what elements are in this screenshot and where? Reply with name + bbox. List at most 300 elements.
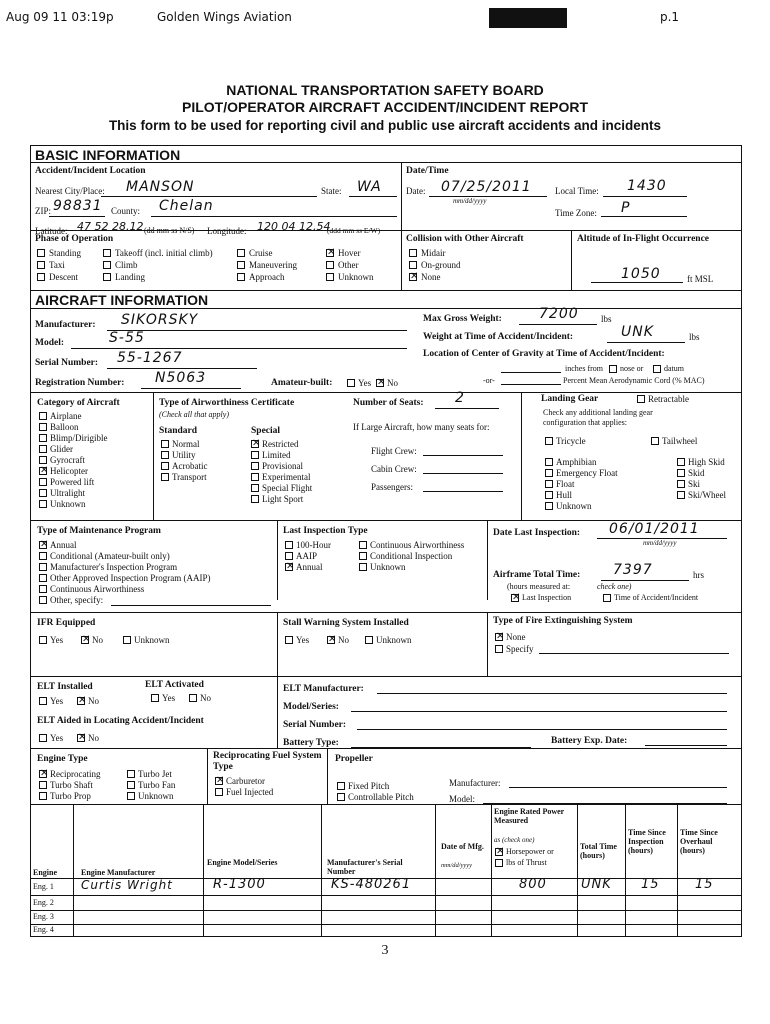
th-date: Date of Mfg. xyxy=(441,842,484,851)
th-horsepower: Horsepower or xyxy=(506,847,554,856)
category-checkbox[interactable] xyxy=(39,500,47,508)
stall-unknown-checkbox[interactable] xyxy=(365,636,373,644)
zip-label: ZIP: xyxy=(35,206,52,216)
collision-option-label: On-ground xyxy=(421,260,461,270)
gear-option-label: Emergency Float xyxy=(556,468,618,478)
th-since-overhaul: Time Since Overhaul (hours) xyxy=(680,828,718,855)
ifr-no-checkbox-checked[interactable] xyxy=(81,636,89,644)
standard-checkbox[interactable] xyxy=(161,462,169,470)
ifr-no-label: No xyxy=(92,635,103,645)
model-value[interactable]: S-55 xyxy=(109,330,145,346)
special-option-label: Special Flight xyxy=(262,483,313,493)
special-option-label: Provisional xyxy=(262,461,304,471)
special-option-label: Experimental xyxy=(262,472,311,482)
fire-specify-checkbox[interactable] xyxy=(495,645,503,653)
phase-checkbox[interactable] xyxy=(37,261,45,269)
gear-option-label: Tricycle xyxy=(556,436,586,446)
maint-program-checkbox-checked[interactable] xyxy=(39,541,47,549)
phase-label: Phase of Operation xyxy=(35,234,114,244)
seats-label: Number of Seats: xyxy=(353,398,424,408)
standard-option-label: Normal xyxy=(172,439,200,449)
category-checkbox[interactable] xyxy=(39,434,47,442)
engine-manufacturer-value[interactable]: Curtis Wright xyxy=(81,878,173,892)
city-value[interactable]: MANSON xyxy=(126,179,195,195)
maint-program-option-label: Annual xyxy=(50,540,77,550)
datetime-label: Date/Time xyxy=(406,166,449,176)
registration-label: Registration Number: xyxy=(35,378,125,388)
last-type-checkbox[interactable] xyxy=(359,552,367,560)
serial-label: Serial Number: xyxy=(35,358,99,368)
fire-specify-label: Specify xyxy=(506,644,534,654)
ifr-unknown-checkbox[interactable] xyxy=(123,636,131,644)
propeller-checkbox[interactable] xyxy=(337,782,345,790)
standard-option-label: Utility xyxy=(172,450,196,460)
manufacturer-value[interactable]: SIKORSKY xyxy=(121,312,199,328)
registration-value[interactable]: N5063 xyxy=(155,370,207,386)
standard-checkbox[interactable] xyxy=(161,451,169,459)
ifr-yes-checkbox[interactable] xyxy=(39,636,47,644)
special-checkbox[interactable] xyxy=(251,462,259,470)
mgw-value[interactable]: 7200 xyxy=(539,306,579,322)
special-checkbox-checked[interactable] xyxy=(251,440,259,448)
elt-manufacturer-label: ELT Manufacturer: xyxy=(283,684,364,694)
category-option-label: Blimp/Dirigible xyxy=(50,433,108,443)
weight-unit: lbs xyxy=(689,332,700,342)
phase-checkbox[interactable] xyxy=(103,249,111,257)
long-value[interactable]: 120 04 12.54 xyxy=(257,220,331,233)
maint-program-checkbox[interactable] xyxy=(39,574,47,582)
gear-checkbox[interactable] xyxy=(545,469,553,477)
cg-label: Location of Center of Gravity at Time of Accident/Incident: xyxy=(423,349,665,359)
phase-checkbox[interactable] xyxy=(37,273,45,281)
passengers-label: Passengers: xyxy=(371,482,413,492)
elt-activated-yes-label: Yes xyxy=(162,693,176,703)
standard-checkbox[interactable] xyxy=(161,473,169,481)
phase-option-label: Taxi xyxy=(49,260,65,270)
date-label: Date: xyxy=(406,186,426,196)
elt-battery-label: Battery Type: xyxy=(283,738,339,748)
time-accident-checkbox[interactable] xyxy=(603,594,611,602)
maint-program-checkbox[interactable] xyxy=(39,563,47,571)
airworthiness-label: Type of Airworthiness Certificate xyxy=(159,398,295,408)
last-type-option-label: AAIP xyxy=(296,551,318,561)
standard-label: Standard xyxy=(159,426,198,436)
check-one: check one) xyxy=(597,582,632,591)
stall-no-label: No xyxy=(338,635,349,645)
cg-inches: inches from xyxy=(565,364,603,373)
elt-installed-no-checkbox-checked[interactable] xyxy=(77,697,85,705)
th-total: Total Time (hours) xyxy=(580,842,617,860)
cg-nose-checkbox[interactable] xyxy=(609,365,617,373)
elt-installed-no-label: No xyxy=(88,696,99,706)
date-last-label: Date Last Inspection: xyxy=(493,528,581,538)
cg-nose: nose or xyxy=(620,364,644,373)
elt-aided-yes-checkbox[interactable] xyxy=(39,734,47,742)
phase-checkbox[interactable] xyxy=(326,261,334,269)
fire-none-label: None xyxy=(506,632,526,642)
report-form xyxy=(30,145,742,937)
stall-label: Stall Warning System Installed xyxy=(283,618,409,628)
th-date-fmt: mm/dd/yyyy xyxy=(441,862,473,869)
phase-option-label: Descent xyxy=(49,272,78,282)
amateur-yes-label: Yes xyxy=(358,378,372,388)
fire-none-checkbox-checked[interactable] xyxy=(495,633,503,641)
engine-model-value[interactable]: R-1300 xyxy=(213,877,266,892)
ifr-yes-label: Yes xyxy=(50,635,64,645)
phase-checkbox[interactable] xyxy=(37,249,45,257)
category-checkbox-checked[interactable] xyxy=(39,467,47,475)
maint-program-option-label: Continuous Airworthiness xyxy=(50,584,145,594)
seats-value[interactable]: 2 xyxy=(455,390,465,406)
gear-checkbox[interactable] xyxy=(677,491,685,499)
phase-option-label: Unknown xyxy=(338,272,374,282)
special-option-label: Restricted xyxy=(262,439,299,449)
last-type-checkbox[interactable] xyxy=(285,552,293,560)
engine-type-option-label: Turbo Shaft xyxy=(50,780,93,790)
cg-datum: datum xyxy=(664,364,684,373)
special-checkbox[interactable] xyxy=(251,451,259,459)
maint-program-checkbox[interactable] xyxy=(39,552,47,560)
time-zone-value[interactable]: P xyxy=(621,200,631,216)
engine-total-value[interactable]: UNK xyxy=(581,877,612,892)
collision-checkbox[interactable] xyxy=(409,261,417,269)
engine-power-value[interactable]: 800 xyxy=(519,877,547,892)
aircraft-heading: AIRCRAFT INFORMATION xyxy=(35,292,209,308)
amateur-no-checkbox-checked[interactable] xyxy=(376,379,384,387)
engine-type-checkbox-checked[interactable] xyxy=(39,770,47,778)
altitude-unit: ft MSL xyxy=(687,274,714,284)
large-aircraft-label: If Large Aircraft, how many seats for: xyxy=(353,422,490,432)
city-label: Nearest City/Place: xyxy=(35,186,105,196)
weight-label: Weight at Time of Accident/Incident: xyxy=(423,332,574,342)
collision-option-label: None xyxy=(421,272,441,282)
date-last-format: mm/dd/yyyy xyxy=(643,539,677,547)
phase-checkbox[interactable] xyxy=(237,249,245,257)
category-label: Category of Aircraft xyxy=(37,398,120,408)
elt-activated-label: ELT Activated xyxy=(145,680,204,690)
fax-timestamp: Aug 09 11 03:19p xyxy=(6,10,114,24)
last-insp-opt: Last Inspection xyxy=(522,593,572,602)
elt-aided-no-label: No xyxy=(88,733,99,743)
engine-type-option-label: Turbo Jet xyxy=(138,769,172,779)
category-checkbox[interactable] xyxy=(39,412,47,420)
gear-option-label: High Skid xyxy=(688,457,725,467)
special-option-label: Limited xyxy=(262,450,291,460)
maint-program-option-label: Conditional (Amateur-built only) xyxy=(50,551,170,561)
category-option-label: Gyrocraft xyxy=(50,455,85,465)
basic-heading: BASIC INFORMATION xyxy=(35,147,181,163)
last-type-option-label: Conditional Inspection xyxy=(370,551,453,561)
gear-checkbox[interactable] xyxy=(545,437,553,445)
special-checkbox[interactable] xyxy=(251,484,259,492)
engine-since-overhaul-value[interactable]: 15 xyxy=(695,877,714,892)
elt-installed-yes-label: Yes xyxy=(50,696,64,706)
phase-option-label: Standing xyxy=(49,248,82,258)
state-label: State: xyxy=(321,186,342,196)
lat-label: Latitude: xyxy=(35,226,68,236)
phase-option-label: Cruise xyxy=(249,248,273,258)
th-thrust: lbs of Thrust xyxy=(506,858,547,867)
elt-serial-label: Serial Number: xyxy=(283,720,347,730)
engine-type-checkbox[interactable] xyxy=(127,792,135,800)
cg-datum-checkbox[interactable] xyxy=(653,365,661,373)
category-option-label: Glider xyxy=(50,444,73,454)
hp-checkbox-checked[interactable] xyxy=(495,848,503,856)
collision-label: Collision with Other Aircraft xyxy=(406,234,524,244)
elt-installed-yes-checkbox[interactable] xyxy=(39,697,47,705)
collision-checkbox-checked[interactable] xyxy=(409,273,417,281)
last-type-checkbox[interactable] xyxy=(285,541,293,549)
phase-option-label: Landing xyxy=(115,272,145,282)
phase-checkbox[interactable] xyxy=(326,273,334,281)
airframe-unit: hrs xyxy=(693,570,704,580)
maint-program-label: Type of Maintenance Program xyxy=(37,526,161,536)
engine-type-option-label: Unknown xyxy=(138,791,174,801)
gear-checkbox[interactable] xyxy=(651,437,659,445)
phase-option-label: Other xyxy=(338,260,359,270)
last-type-checkbox-checked[interactable] xyxy=(285,563,293,571)
engine-type-checkbox[interactable] xyxy=(39,792,47,800)
special-checkbox[interactable] xyxy=(251,473,259,481)
standard-checkbox[interactable] xyxy=(161,440,169,448)
long-note: (ddd mm ss E/W) xyxy=(327,226,381,235)
category-option-label: Airplane xyxy=(50,411,82,421)
prop-manufacturer-label: Manufacturer: xyxy=(449,778,501,788)
last-type-option-label: Continuous Airworthiness xyxy=(370,540,465,550)
lat-value[interactable]: 47 52 28.12 xyxy=(77,220,144,233)
flight-crew-label: Flight Crew: xyxy=(371,446,417,456)
engine-serial-value[interactable]: KS-480261 xyxy=(331,877,412,892)
fuel-label: Reciprocating Fuel System Type xyxy=(213,751,322,772)
phase-option-label: Maneuvering xyxy=(249,260,297,270)
phase-option-label: Hover xyxy=(338,248,361,258)
elt-aided-yes-label: Yes xyxy=(50,733,64,743)
engine-type-label: Engine Type xyxy=(37,754,88,764)
gear-checkbox[interactable] xyxy=(545,502,553,510)
last-type-option-label: 100-Hour xyxy=(296,540,331,550)
stall-yes-label: Yes xyxy=(296,635,310,645)
special-option-label: Light Sport xyxy=(262,494,304,504)
redaction-block xyxy=(489,8,567,28)
th-manufacturer: Engine Manufacturer xyxy=(81,868,156,877)
row-label: Eng. 4 xyxy=(33,925,54,934)
prop-model-label: Model: xyxy=(449,794,475,804)
gear-checkbox[interactable] xyxy=(677,458,685,466)
phase-option-label: Climb xyxy=(115,260,138,270)
maint-program-option-label: Manufacturer's Inspection Program xyxy=(50,562,178,572)
maint-program-checkbox[interactable] xyxy=(39,596,47,604)
gear-option-label: Tailwheel xyxy=(662,436,698,446)
elt-installed-label: ELT Installed xyxy=(37,682,93,692)
county-value[interactable]: Chelan xyxy=(159,198,214,214)
elt-battery-exp-label: Battery Exp. Date: xyxy=(551,736,628,746)
engine-type-option-label: Turbo Fan xyxy=(138,780,176,790)
mgw-unit: lbs xyxy=(601,314,612,324)
engine-type-option-label: Turbo Prop xyxy=(50,791,91,801)
row-label: Eng. 3 xyxy=(33,912,54,921)
serial-value[interactable]: 55-1267 xyxy=(117,350,183,366)
gear-checkbox[interactable] xyxy=(677,469,685,477)
thrust-checkbox[interactable] xyxy=(495,859,503,867)
fuel-checkbox[interactable] xyxy=(215,788,223,796)
engine-type-checkbox[interactable] xyxy=(127,770,135,778)
row-label: Eng. 2 xyxy=(33,898,54,907)
gear-option-label: Hull xyxy=(556,490,573,500)
propeller-option-label: Controllable Pitch xyxy=(348,792,414,802)
collision-checkbox[interactable] xyxy=(409,249,417,257)
propeller-option-label: Fixed Pitch xyxy=(348,781,390,791)
maint-program-checkbox[interactable] xyxy=(39,585,47,593)
last-type-option-label: Annual xyxy=(296,562,323,572)
th-rated: Engine Rated Power Measured xyxy=(494,807,565,825)
category-checkbox[interactable] xyxy=(39,445,47,453)
phase-checkbox-checked[interactable] xyxy=(326,249,334,257)
weight-value[interactable]: UNK xyxy=(621,324,654,340)
last-type-checkbox[interactable] xyxy=(359,563,367,571)
form-title-line3: This form to be used for reporting civil and public use aircraft accidents and incidents xyxy=(108,118,662,133)
category-option-label: Balloon xyxy=(50,422,79,432)
form-title-line2: PILOT/OPERATOR AIRCRAFT ACCIDENT/INCIDENT REPORT xyxy=(182,99,588,115)
gear-option-label: Amphibian xyxy=(556,457,597,467)
retractable-checkbox[interactable] xyxy=(637,395,645,403)
last-insp-checkbox-checked[interactable] xyxy=(511,594,519,602)
lat-note: (dd mm ss N/S) xyxy=(144,226,195,235)
gear-option-label: Ski/Wheel xyxy=(688,490,726,500)
phase-checkbox[interactable] xyxy=(237,273,245,281)
phase-option-label: Approach xyxy=(249,272,285,282)
date-format: mm/dd/yyyy xyxy=(453,197,487,205)
th-since-insp: Time Since Inspection (hours) xyxy=(628,828,666,855)
altitude-value[interactable]: 1050 xyxy=(621,266,661,282)
elt-activated-no-checkbox[interactable] xyxy=(189,694,197,702)
stall-no-checkbox-checked[interactable] xyxy=(327,636,335,644)
amateur-yes-checkbox[interactable] xyxy=(347,379,355,387)
stall-unknown-label: Unknown xyxy=(376,635,412,645)
category-option-label: Powered lift xyxy=(50,477,95,487)
long-label: Longitude: xyxy=(207,226,247,236)
gear-option-label: Skid xyxy=(688,468,705,478)
page-number: 3 xyxy=(381,943,389,958)
engine-since-insp-value[interactable]: 15 xyxy=(641,877,660,892)
last-type-label: Last Inspection Type xyxy=(283,526,368,536)
county-label: County: xyxy=(111,206,141,216)
location-label: Accident/Incident Location xyxy=(35,166,146,176)
hours-measured: (hours measured at: xyxy=(507,582,571,591)
fuel-checkbox-checked[interactable] xyxy=(215,777,223,785)
cg-mac: Percent Mean Aerodynamic Cord (% MAC) xyxy=(563,376,705,385)
zip-value[interactable]: 98831 xyxy=(53,198,103,214)
amateur-no-label: No xyxy=(387,378,398,388)
ifr-label: IFR Equipped xyxy=(37,618,96,628)
last-type-checkbox[interactable] xyxy=(359,541,367,549)
category-option-label: Ultralight xyxy=(50,488,85,498)
special-label: Special xyxy=(251,426,281,436)
form-title-line1: NATIONAL TRANSPORTATION SAFETY BOARD xyxy=(226,82,544,98)
gear-label: Landing Gear xyxy=(541,394,599,404)
elt-activated-no-label: No xyxy=(200,693,211,703)
gear-option-label: Float xyxy=(556,479,575,489)
local-time-label: Local Time: xyxy=(555,186,599,196)
cg-or: -or- xyxy=(483,376,495,385)
elt-aided-no-checkbox-checked[interactable] xyxy=(77,734,85,742)
category-checkbox[interactable] xyxy=(39,489,47,497)
elt-model-label: Model/Series: xyxy=(283,702,339,712)
elt-activated-yes-checkbox[interactable] xyxy=(151,694,159,702)
altitude-label: Altitude of In-Flight Occurrence xyxy=(577,234,710,244)
fuel-option-label: Carburetor xyxy=(226,776,265,786)
category-option-label: Unknown xyxy=(50,499,86,509)
gear-option-label: Ski xyxy=(688,479,701,489)
maint-program-option-label: Other, specify: xyxy=(50,595,104,605)
standard-option-label: Acrobatic xyxy=(172,461,208,471)
th-serial: Manufacturer's Serial Number xyxy=(327,858,403,876)
standard-option-label: Transport xyxy=(172,472,207,482)
gear-checkbox[interactable] xyxy=(545,491,553,499)
gear-option-label: Unknown xyxy=(556,501,592,511)
row-label: Eng. 1 xyxy=(33,882,54,891)
mgw-label: Max Gross Weight: xyxy=(423,314,502,324)
local-time-value[interactable]: 1430 xyxy=(627,178,667,194)
gear-checkbox[interactable] xyxy=(545,458,553,466)
phase-checkbox[interactable] xyxy=(103,273,111,281)
gear-note2: configuration that applies: xyxy=(543,418,627,427)
phase-option-label: Takeoff (incl. initial climb) xyxy=(115,248,213,258)
category-checkbox[interactable] xyxy=(39,423,47,431)
last-type-option-label: Unknown xyxy=(370,562,406,572)
amateur-label: Amateur-built: xyxy=(271,378,333,388)
category-checkbox[interactable] xyxy=(39,456,47,464)
th-model: Engine Model/Series xyxy=(207,858,278,867)
airworthiness-note: (Check all that apply) xyxy=(159,410,229,419)
ifr-unknown-label: Unknown xyxy=(134,635,170,645)
engine-type-option-label: Reciprocating xyxy=(50,769,101,779)
cabin-crew-label: Cabin Crew: xyxy=(371,464,417,474)
manufacturer-label: Manufacturer: xyxy=(35,320,96,330)
elt-aided-label: ELT Aided in Locating Accident/Incident xyxy=(37,716,204,726)
retractable-label: Retractable xyxy=(648,394,689,404)
gear-checkbox[interactable] xyxy=(677,480,685,488)
special-checkbox[interactable] xyxy=(251,495,259,503)
engine-type-checkbox[interactable] xyxy=(39,781,47,789)
category-option-label: Helicopter xyxy=(50,466,88,476)
airframe-label: Airframe Total Time: xyxy=(493,570,581,580)
stall-yes-checkbox[interactable] xyxy=(285,636,293,644)
fax-sender: Golden Wings Aviation xyxy=(157,10,292,24)
phase-checkbox[interactable] xyxy=(103,261,111,269)
propeller-checkbox[interactable] xyxy=(337,793,345,801)
fuel-option-label: Fuel Injected xyxy=(226,787,274,797)
date-last-value[interactable]: 06/01/2011 xyxy=(609,521,700,537)
time-zone-label: Time Zone: xyxy=(555,208,597,218)
engine-type-checkbox[interactable] xyxy=(127,781,135,789)
model-label: Model: xyxy=(35,338,65,348)
gear-note1: Check any additional landing gear xyxy=(543,408,653,417)
th-engine: Engine xyxy=(33,868,58,877)
state-value[interactable]: WA xyxy=(357,179,382,195)
fire-label: Type of Fire Extinguishing System xyxy=(493,616,633,626)
category-checkbox[interactable] xyxy=(39,478,47,486)
time-accident-opt: Time of Accident/Incident xyxy=(614,593,699,602)
gear-checkbox[interactable] xyxy=(545,480,553,488)
date-value[interactable]: 07/25/2011 xyxy=(441,179,532,195)
collision-option-label: Midair xyxy=(421,248,446,258)
maint-program-option-label: Other Approved Inspection Program (AAIP) xyxy=(50,573,211,583)
th-check-one: as (check one) xyxy=(494,836,535,844)
airframe-value[interactable]: 7397 xyxy=(613,562,653,578)
propeller-label: Propeller xyxy=(335,754,373,764)
phase-checkbox[interactable] xyxy=(237,261,245,269)
fax-page: p.1 xyxy=(660,10,680,24)
